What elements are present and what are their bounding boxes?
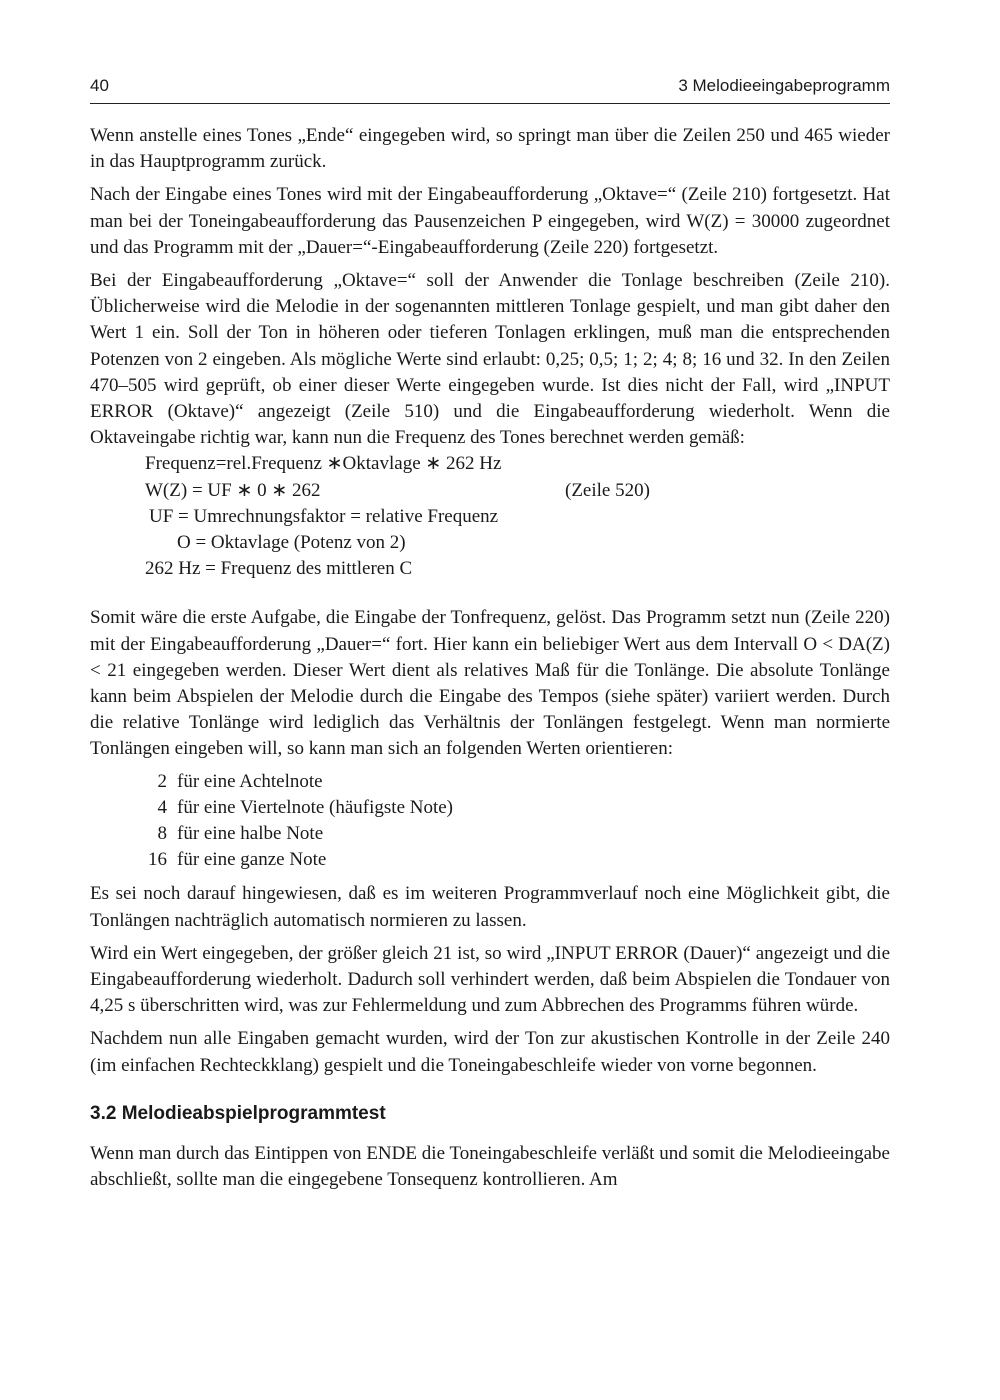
formula-line: Frequenz=rel.Frequenz ∗Oktavlage ∗ 262 Hz (145, 453, 502, 475)
paragraph: Nach der Eingabe eines Tones wird mit der Eingabeaufforderung „Oktave=“ (Zeile 210) fortgesetzt. Hat man bei der Toneingabeaufforderung das Pausenzeichen P eingegeben, wird W(Z) = 30000 zugeordnet und das Programm mit der „Dauer=“-Eingabeaufforderung (Zeile 220) fortgesetzt. (90, 184, 890, 258)
formula-line-wz (145, 478, 890, 504)
formula-expression: W(Z) = UF ∗ 0 ∗ 262 (145, 479, 321, 501)
paragraph: Es sei noch darauf hingewiesen, daß es im weiteren Programmverlauf noch eine Möglichkeit gibt, die Tonlängen nachträglich automatisch normieren zu lassen. (90, 883, 890, 931)
paragraph: Somit wäre die erste Aufgabe, die Eingabe der Tonfrequenz, gelöst. Das Programm setzt nun (Zeile 220) mit der Eingabeaufforderung „Dauer=“ fort. Hier kann ein beliebiger Wert aus dem Intervall O < DA(Z) < 21 eingegeben werden. Dieser Wert dient als relatives Maß für die Tonlänge. Die absolute Tonlänge kann beim Abspielen der Melodie durch die Eingabe des Tempos (siehe später) variiert werden. Durch die relative Tonlänge wird lediglich das Verhältnis der Tonlängen festgelegt. Wenn man normierte Tonlängen eingeben will, so kann man sich an folgenden Werten orientieren: (90, 607, 890, 760)
chapter-title: 3 Melodieeingabeprogramm (678, 76, 890, 95)
running-header (90, 76, 890, 102)
list-item-text: für eine ganze Note (177, 849, 327, 871)
list-item-number: 2 (157, 770, 167, 792)
list-item (145, 795, 890, 821)
list-item-number: 4 (157, 796, 167, 818)
list-item-number: 16 (148, 849, 167, 871)
formula-legend: O = Oktavlage (Potenz von 2) (177, 532, 406, 553)
list-item (145, 847, 890, 873)
frequency-formula (90, 451, 890, 582)
paragraph: Bei der Eingabeaufforderung „Oktave=“ soll der Anwender die Tonlage beschreiben (Zeile 210). Üblicherweise wird die Melodie in der sogenannten mittleren Tonlage gespielt, und man gibt daher den Wert 1 ein. Soll der Ton in höheren oder tieferen Tonlagen erklingen, muß man die entsprechenden Potenzen von 2 eingeben. Als mögliche Werte sind erlaubt: 0,25; 0,5; 1; 2; 4; 8; 16 und 32. In den Zeilen 470–505 wird geprüft, ob einer dieser Werte eingegeben wurde. Ist dies nicht der Fall, wird „INPUT ERROR (Oktave)“ angezeigt (Zeile 510) und die Eingabeaufforderung wiederholt. Wenn die Oktaveingabe richtig war, kann nun die Frequenz des Tones berechnet werden gemäß: (90, 270, 890, 449)
formula-line-reference: (Zeile 520) (565, 479, 650, 501)
list-item-number: 8 (157, 822, 167, 844)
note-length-list (90, 769, 890, 874)
header-rule (90, 103, 890, 104)
list-item (145, 769, 890, 795)
list-item (145, 821, 890, 847)
list-item-text: für eine Achtelnote (177, 770, 323, 792)
paragraph: Wenn anstelle eines Tones „Ende“ eingegeben wird, so springt man über die Zeilen 250 und 465 wieder in das Hauptprogramm zurück. (90, 125, 890, 173)
paragraph: Wenn man durch das Eintippen von ENDE die Toneingabeschleife verläßt und somit die Melodieeingabe abschließt, sollte man die eingegebene Tonsequenz kontrollieren. Am (90, 1142, 890, 1190)
formula-legend: UF = Umrechnungsfaktor = relative Frequenz (149, 505, 499, 527)
list-item-text: für eine Viertelnote (häufigste Note) (177, 796, 454, 818)
paragraph: Nachdem nun alle Eingaben gemacht wurden, wird der Ton zur akustischen Kontrolle in der Zeile 240 (im einfachen Rechteckklang) gespielt und die Toneingabeschleife wieder von vorne begonnen. (90, 1028, 890, 1076)
page-body (90, 123, 890, 1200)
formula-legend: 262 Hz = Frequenz des mittleren C (145, 558, 413, 580)
page-number: 40 (90, 76, 109, 95)
section-heading: 3.2 Melodieabspielprogrammtest (90, 1102, 386, 1124)
paragraph: Wird ein Wert eingegeben, der größer gleich 21 ist, so wird „INPUT ERROR (Dauer)“ angezeigt und die Eingabeaufforderung wiederholt. Dadurch soll verhindert werden, daß beim Abspielen die Tondauer von 4,25 s überschritten wird, was zur Fehlermeldung und zum Abbrechen des Programms führen würde. (90, 942, 890, 1017)
list-item-text: für eine halbe Note (177, 822, 324, 844)
